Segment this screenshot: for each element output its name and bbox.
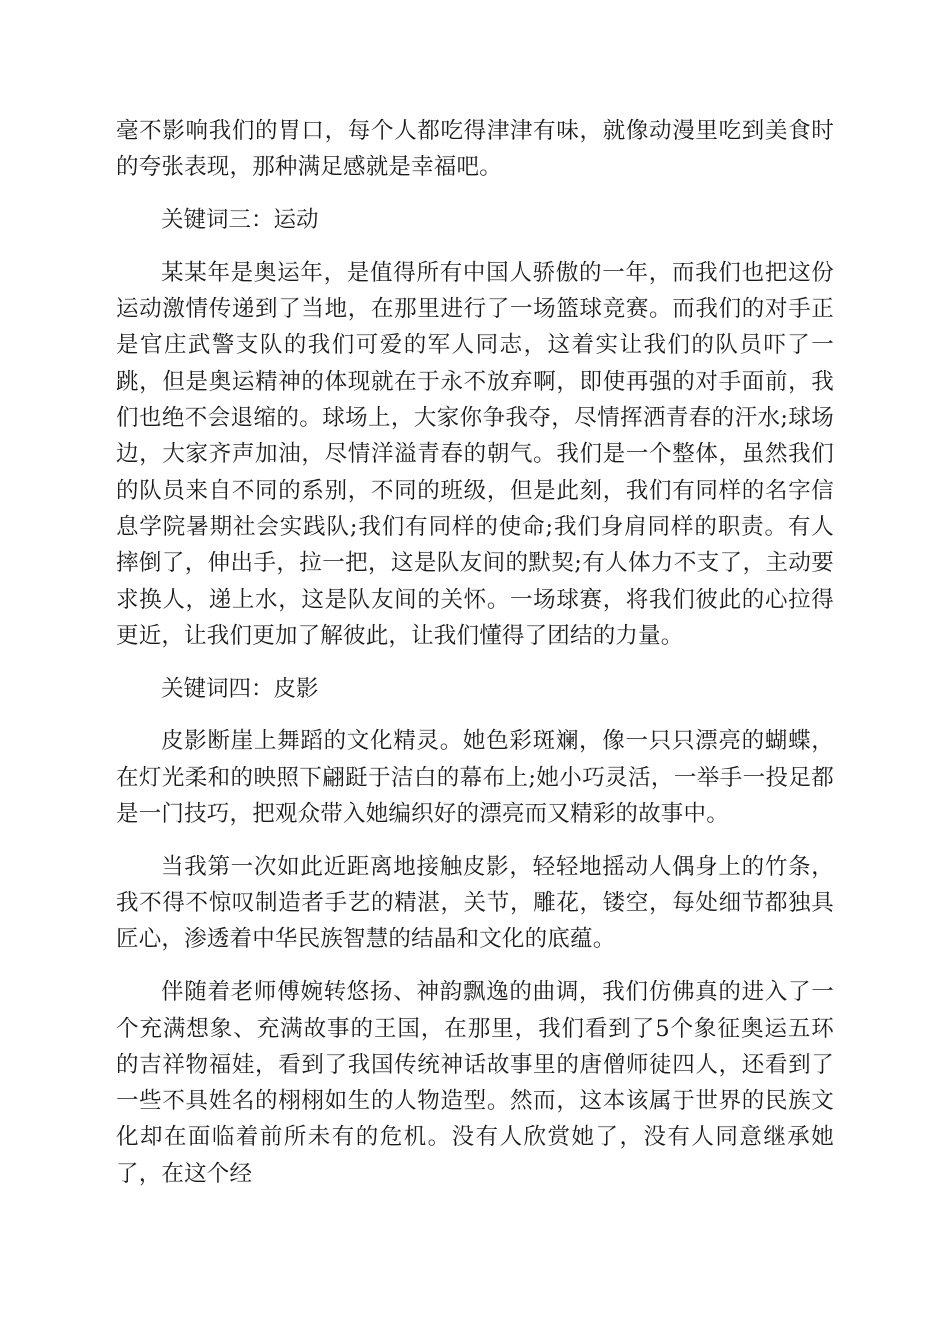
document-page (116, 113, 834, 1209)
paragraph-shadow-puppet-intro: 皮影断崖上舞蹈的文化精灵。她色彩斑斓，像一只只漂亮的蝴蝶，在灯光柔和的映照下翩跹于洁白的幕布上;她小巧灵活，一举手一投足都是一门技巧，把观众带入她编织好的漂亮而又精彩的故事中。 (116, 728, 834, 828)
keyword-heading-shadow-puppet: 关键词四：皮影 (161, 675, 319, 702)
paragraph-shadow-puppet-performance: 伴随着老师傅婉转悠扬、神韵飘逸的曲调，我们仿佛真的进入了一个充满想象、充满故事的王国，在那里，我们看到了5个象征奥运五环的吉祥物福娃，看到了我国传统神话故事里的唐僧师徒四人，还看到了一些不具姓名的栩栩如生的人物造型。然而，这本该属于世界的民族文化却在面临着前所未有的危机。没有人欣赏她了，没有人同意继承她了，在这个经 (116, 979, 834, 1187)
keyword-heading-sport: 关键词三：运动 (161, 207, 319, 234)
paragraph-sport: 某某年是奥运年，是值得所有中国人骄傲的一年，而我们也把这份运动激情传递到了当地，在那里进行了一场篮球竞赛。而我们的对手正是官庄武警支队的我们可爱的军人同志，这着实让我们的队员吓了一跳，但是奥运精神的体现就在于永不放弃啊，即使再强的对手面前，我们也绝不会退缩的。球场上，大家你争我夺，尽情挥洒青春的汗水;球场边，大家齐声加油，尽情洋溢青春的朝气。我们是一个整体，虽然我们的队员来自不同的系别，不同的班级，但是此刻，我们有同样的名字信息学院暑期社会实践队;我们有同样的使命;我们身肩同样的职责。有人摔倒了，伸出手，拉一把，这是队友间的默契;有人体力不支了，主动要求换人，递上水，这是队友间的关怀。一场球赛，将我们彼此的心拉得更近，让我们更加了解彼此，让我们懂得了团结的力量。 (116, 259, 834, 649)
paragraph-continuation: 毫不影响我们的胃口，每个人都吃得津津有味，就像动漫里吃到美食时的夸张表现，那种满足感就是幸福吧。 (116, 118, 834, 181)
paragraph-shadow-puppet-touch: 当我第一次如此近距离地接触皮影，轻轻地摇动人偶身上的竹条，我不得不惊叹制造者手艺的精湛，关节，雕花，镂空，每处细节都独具匠心，渗透着中华民族智慧的结晶和文化的底蕴。 (116, 853, 834, 953)
